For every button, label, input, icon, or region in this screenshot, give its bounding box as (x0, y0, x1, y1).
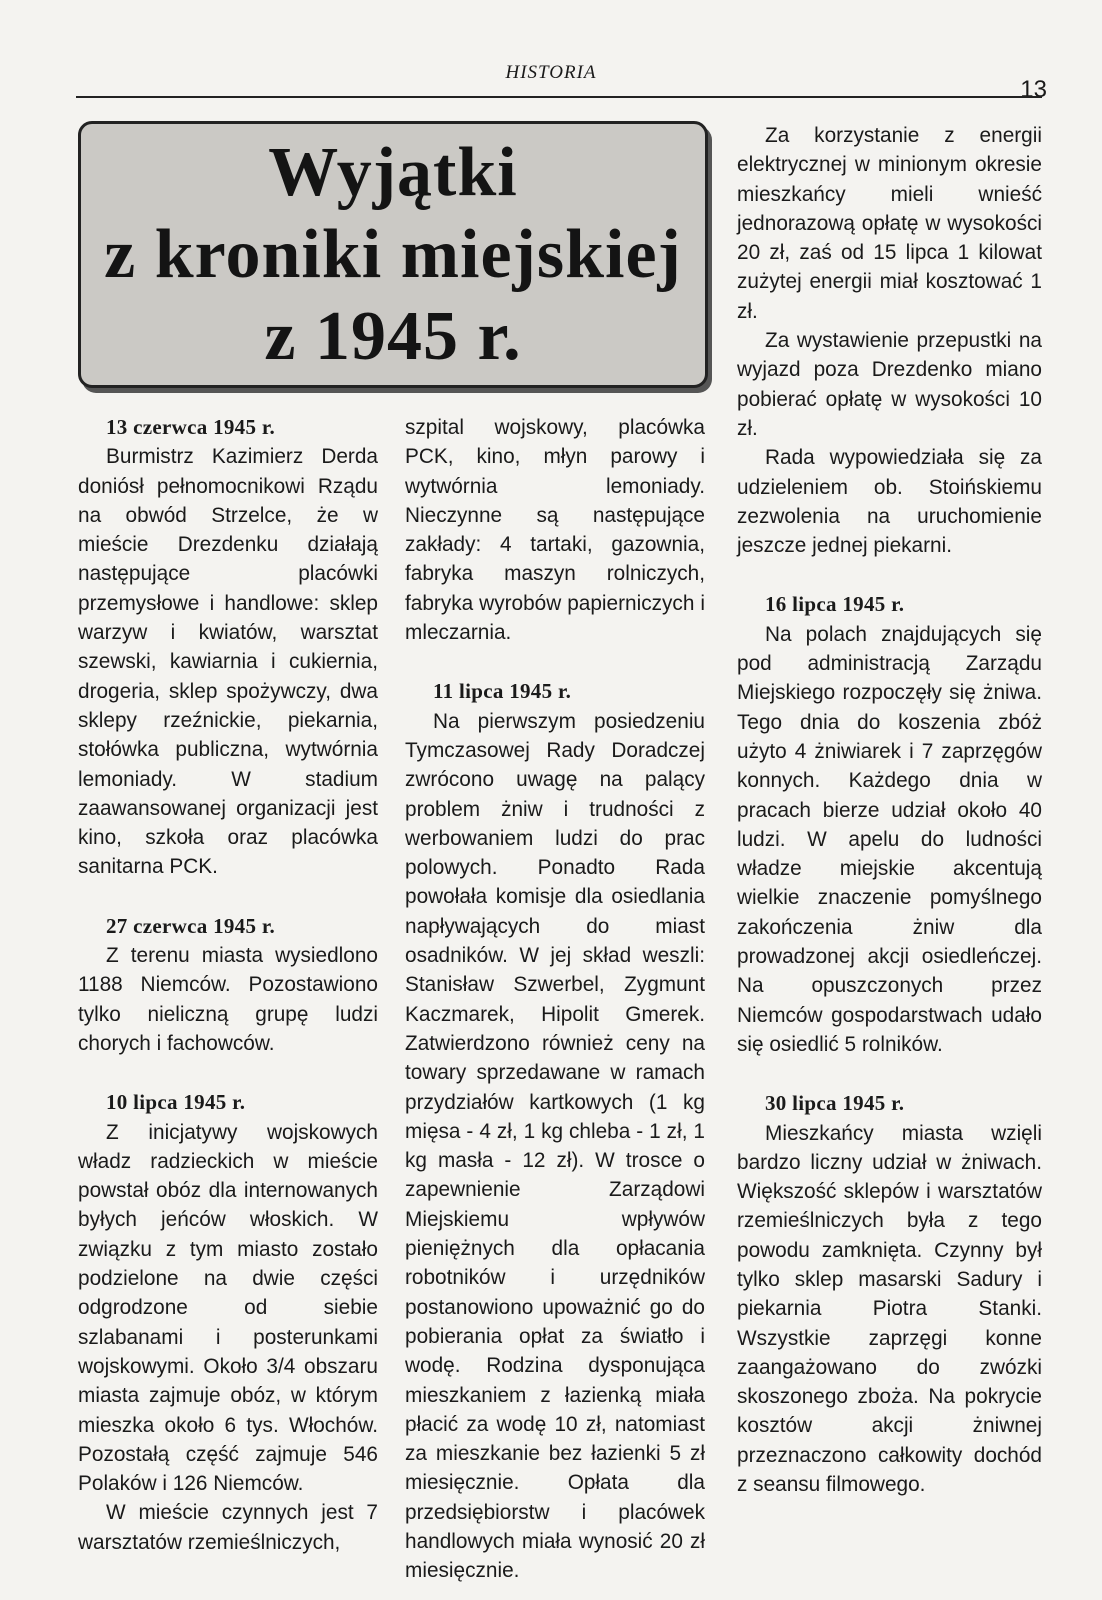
entry-date-30-july: 30 lipca 1945 r. (765, 1091, 905, 1116)
entry-date-13-june: 13 czerwca 1945 r. (106, 415, 276, 439)
entry-text-electricity: Za korzystanie z energii elektrycznej w minionym okresie mieszkańcy mieli wnieść jednorazową opłatę w wysokości 20 zł, zaś od 15 lipca 1 kilowat zużytej energii miał kosztować 1 zł. (737, 124, 1042, 323)
running-header: HISTORIA (505, 62, 597, 83)
page-number: 13 (1020, 76, 1047, 103)
entry-text-pass-fee: Za wystawienie przepustki na wyjazd poza Drezdenko miano pobierać opłatę w wysokości 10 zł. (737, 329, 1042, 440)
column-1 (78, 413, 378, 1557)
entry-text-10-july-workshops: W mieście czynnych jest 7 warsztatów rzemieślniczych, (78, 1501, 378, 1554)
header-rule (76, 96, 1042, 98)
entry-text-11-july: Na pierwszym posiedzeniu Tymczasowej Rady Doradczej zwrócono uwagę na palący problem żniw i trudności z werbowaniem ludzi do prac polowych. Ponadto Rada powołała komisje dla osiedlania napływających do miast osadników. W jej skład weszli: Stanisław Szwerbel, Zygmunt Kaczmarek, Hipolit Gmerek. Zatwierdzono również ceny na towary sprzedawane w ramach przydziałów kartkowych (1 kg mięsa - 4 zł, 1 kg chleba - 1 zł, 1 kg masła - 12 zł). W trosce o zapewnienie Zarządowi Miejskiemu wpływów pieniężnych dla opłacania robotników i urzędników postanowiono upoważnić go do pobierania opłat za światło i wodę. Rodzina dysponująca mieszkaniem z łazienką miała płacić za wodę 10 zł, natomiast za mieszkanie bez łazienki 5 zł miesięcznie. Opłata dla przedsiębiorstw i placówek handlowych miała wynosić 20 zł miesięcznie. (405, 709, 705, 1583)
entry-text-16-july: Na polach znajdujących się pod administracją Zarządu Miejskiego rozpoczęły się żniwa. Tego dnia do koszenia zbóż użyto 4 żniwiarek i 7 zaprzęgów konnych. Każdego dnia w pracach bierze udział około 40 ludzi. W apelu do ludności władze miejskie akcentują wielkie znaczenie pomyślnego zakończenia żniw dla prowadzonej akcji osiedleńczej. Na opuszczonych przez Niemców gospodarstwach udało się osiedlić 5 rolników. (737, 622, 1042, 1056)
entry-text-27-june: Z terenu miasta wysiedlono 1188 Niemców. Pozostawiono tylko nieliczną grupę ludzi chorych i fachowców. (78, 944, 378, 1055)
title-line-1: Wyjątki (268, 133, 518, 211)
title-line-3: z 1945 r. (264, 297, 522, 375)
entry-text-13-june: Burmistrz Kazimierz Derda doniósł pełnomocnikowi Rządu na obwód Strzelce, że w mieście Drezdenku działają następujące placówki przemysłowe i handlowe: sklep warzyw i kwiatów, warsztat szewski, kawiarnia i cukiernia, drogeria, sklep spożywczy, dwa sklepy rzeźnickie, piekarnia, stołówka publiczna, wytwórnia lemoniady. W stadium zaawansowanej organizacji jest kino, szkoła oraz placówka sanitarna PCK. (78, 445, 378, 879)
entry-date-10-july: 10 lipca 1945 r. (106, 1090, 246, 1115)
entry-text-bakery: Rada wypowiedziała się za udzieleniem ob. Stoińskiemu zezwolenia na uruchomienie jeszcze jednej piekarni. (737, 446, 1042, 558)
entry-text-10-july: Z inicjatywy wojskowych władz radzieckich w mieście powstał obóz dla internowanych byłych jeńców włoskich. W związku z tym miasto zostało podzielone na dwie części odgrodzone od siebie szlabanami i posterunkami wojskowymi. Około 3/4 obszaru miasta zajmuje obóz, w którym mieszka około 6 tys. Włochów. Pozostałą część zajmuje 546 Polaków i 126 Niemców. (78, 1120, 378, 1496)
entry-text-30-july: Mieszkańcy miasta wzięli bardzo liczny udział w żniwach. Większość sklepów i warsztatów rzemieślniczych była z tego powodu zamknięta. Czynny był tylko sklep masarski Sadury i piekarnia Piotra Stanki. Wszystkie zaprzęgi konne zaangażowano do zwózki skoszonego zboża. Na pokrycie kosztów akcji żniwnej przeznaczono całkowity dochód z seansu filmowego. (737, 1121, 1042, 1497)
entry-date-27-june: 27 czerwca 1945 r. (106, 913, 276, 938)
entry-date-16-july: 16 lipca 1945 r. (765, 592, 905, 617)
article-title-box (78, 121, 708, 388)
column-3 (737, 121, 1042, 1499)
entry-date-11-july: 11 lipca 1945 r. (433, 679, 572, 704)
title-line-2: z kroniki miejskiej (104, 215, 682, 293)
entry-text-10-july-continued: szpital wojskowy, placówka PCK, kino, młyn parowy i wytwórnia lemoniady. Nieczynne są następujące zakłady: 4 tartaki, gazownia, fabryka maszyn rolniczych, fabryka wyrobów papierniczych i mleczarnia. (405, 416, 705, 645)
column-2 (405, 413, 705, 1586)
